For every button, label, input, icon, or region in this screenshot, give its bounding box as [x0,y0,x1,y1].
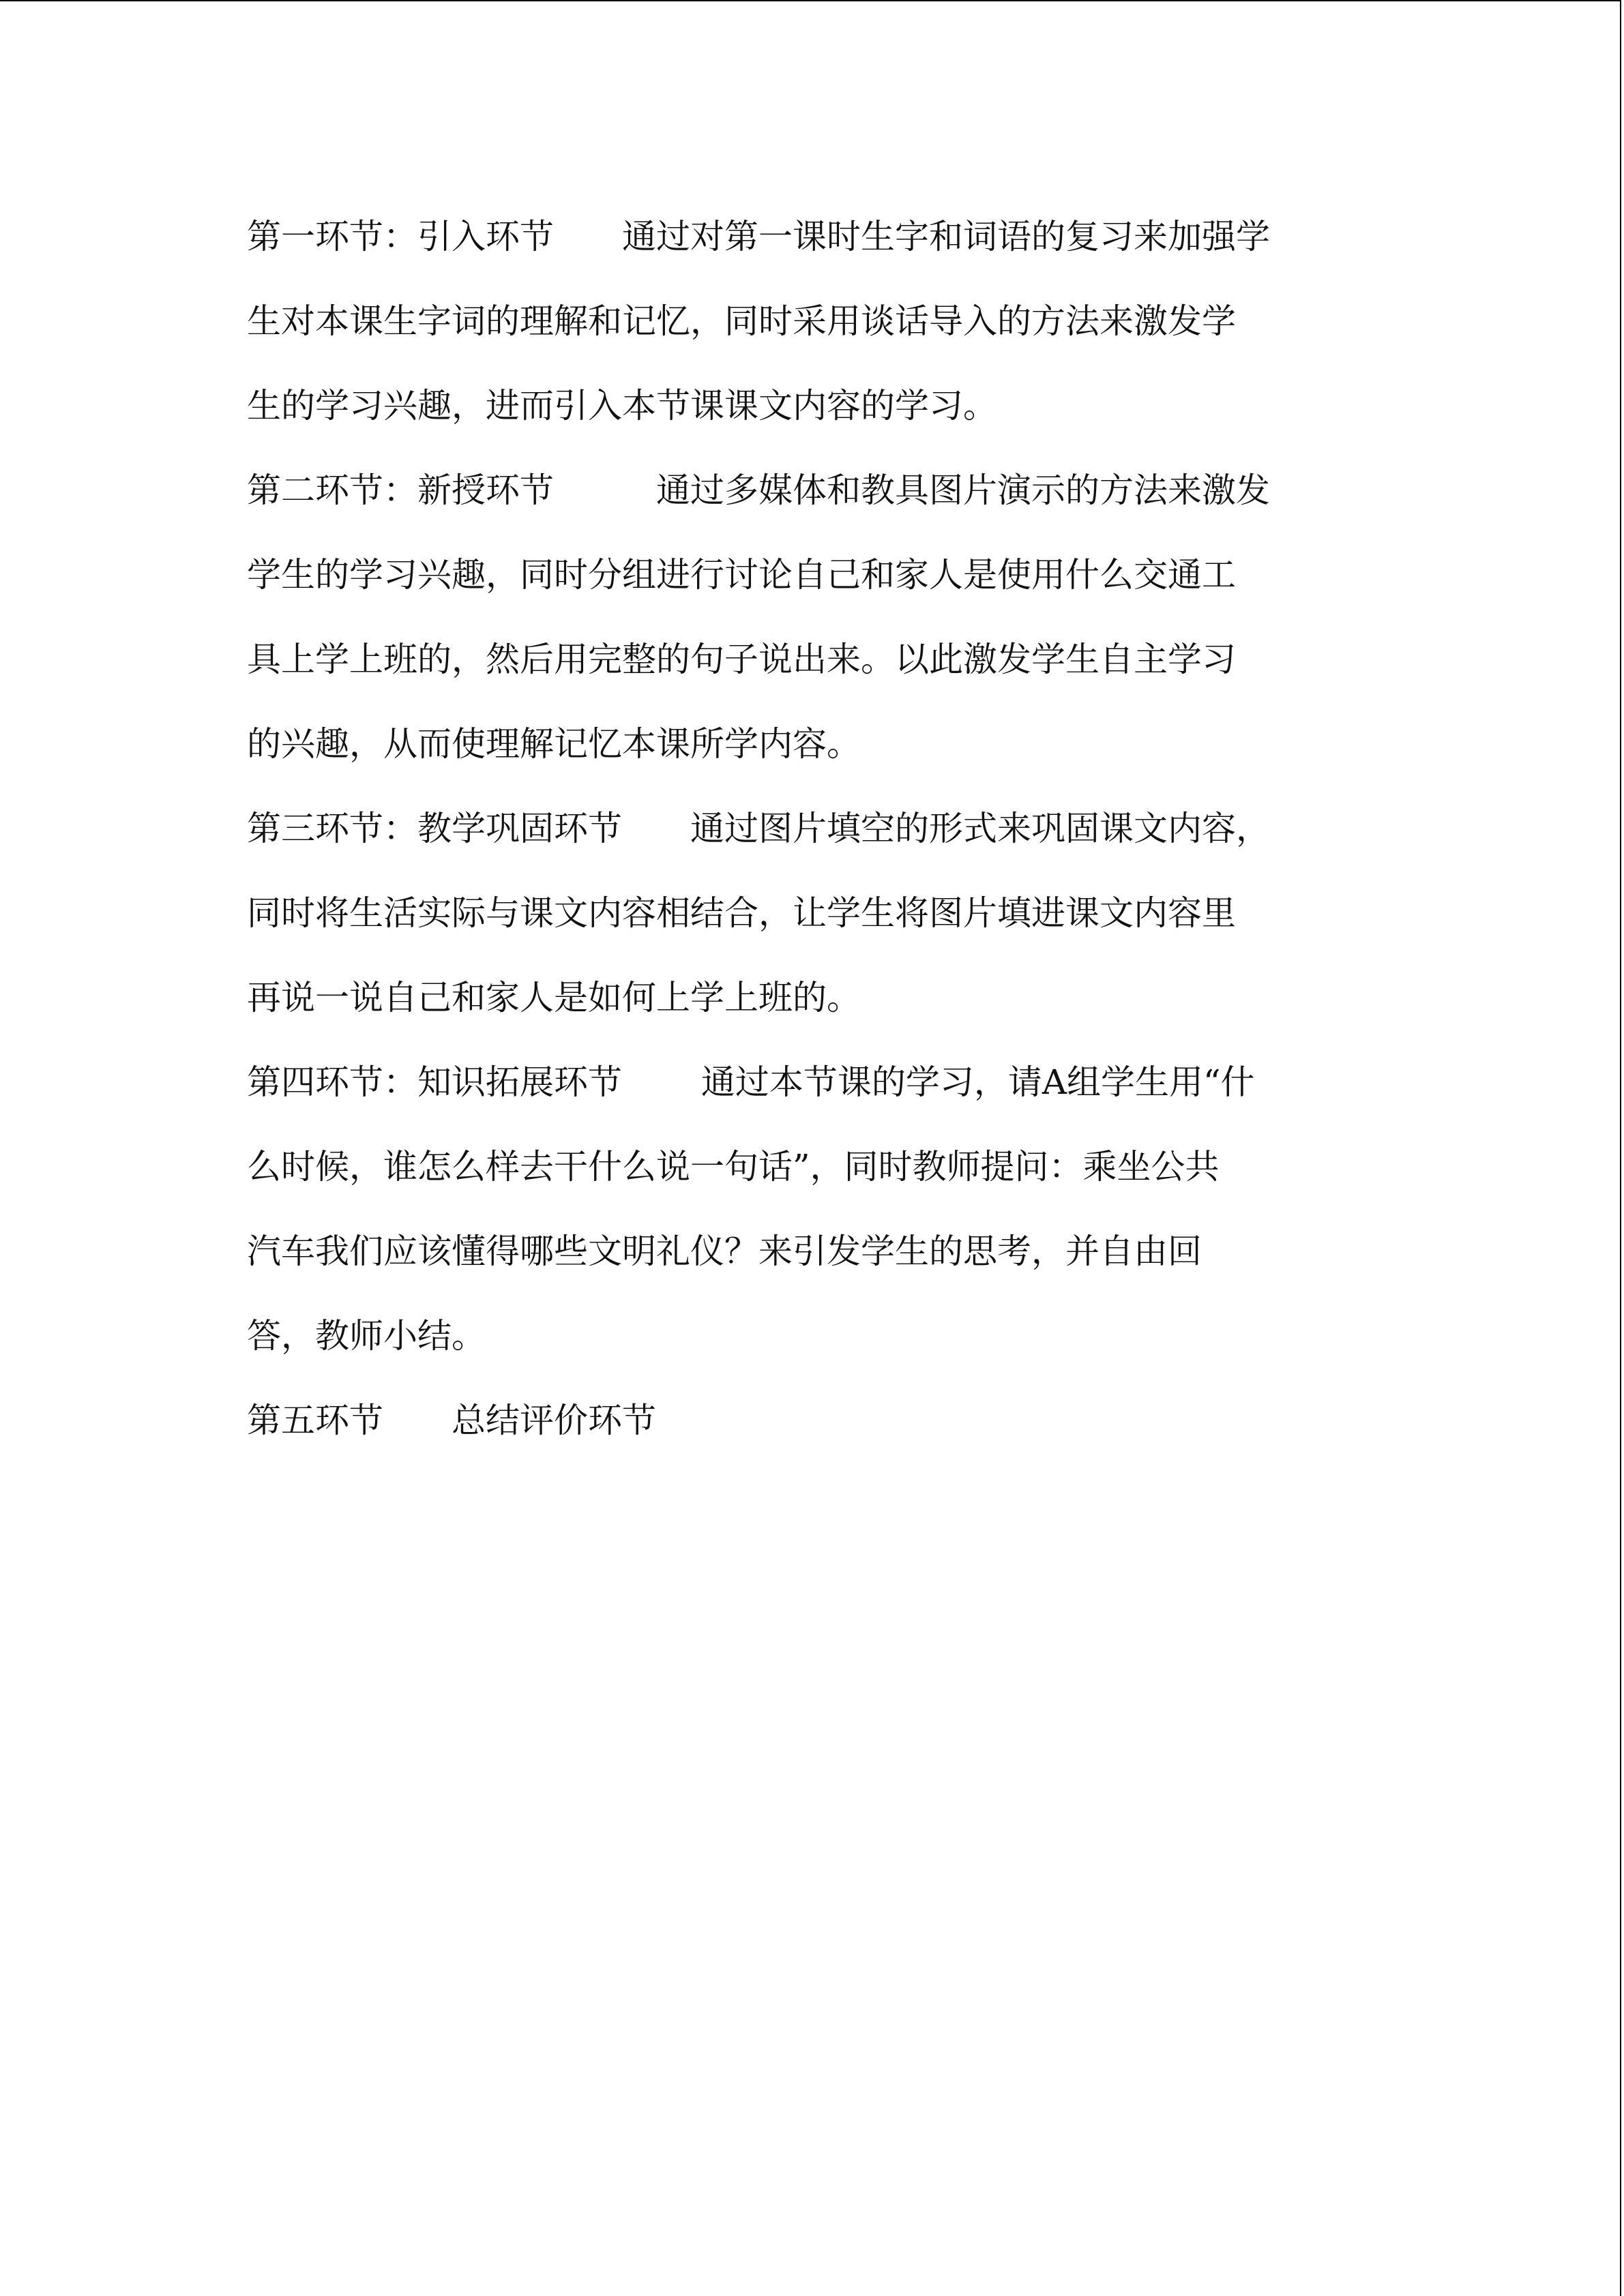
text-line: 生对本课生字词的理解和记忆，同时采用谈话导入的方法来激发学 [247,301,1236,341]
text-line: 汽车我们应该懂得哪些文明礼仪？来引发学生的思考，并自由回 [247,1232,1202,1271]
text-line: 再说一说自己和家人是如何上学上班的。 [247,978,861,1017]
text-line: 的兴趣，从而使理解记忆本课所学内容。 [247,724,861,764]
text-line: 第二环节：新授环节 通过多媒体和教具图片演示的方法来激发 [247,471,1270,510]
text-line: 第四环节：知识拓展环节 通过本节课的学习，请A组学生用“什 [247,1062,1255,1102]
text-line: 么时候，谁怎么样去干什么说一句话”，同时教师提问：乘坐公共 [247,1147,1220,1187]
text-line: 学生的学习兴趣，同时分组进行讨论自己和家人是使用什么交通工 [247,555,1236,595]
text-line: 具上学上班的，然后用完整的句子说出来。以此激发学生自主学习 [247,640,1236,679]
text-line: 第一环节：引入环节 通过对第一课时生字和词语的复习来加强学 [247,217,1270,256]
text-line: 生的学习兴趣，进而引入本节课课文内容的学习。 [247,386,997,426]
text-line: 同时将生活实际与课文内容相结合，让学生将图片填进课文内容里 [247,893,1236,933]
text-line: 第五环节 总结评价环节 [247,1401,656,1440]
text-line: 答，教师小结。 [247,1316,486,1356]
text-line: 第三环节：教学巩固环节 通过图片填空的形式来巩固课文内容， [247,809,1270,848]
